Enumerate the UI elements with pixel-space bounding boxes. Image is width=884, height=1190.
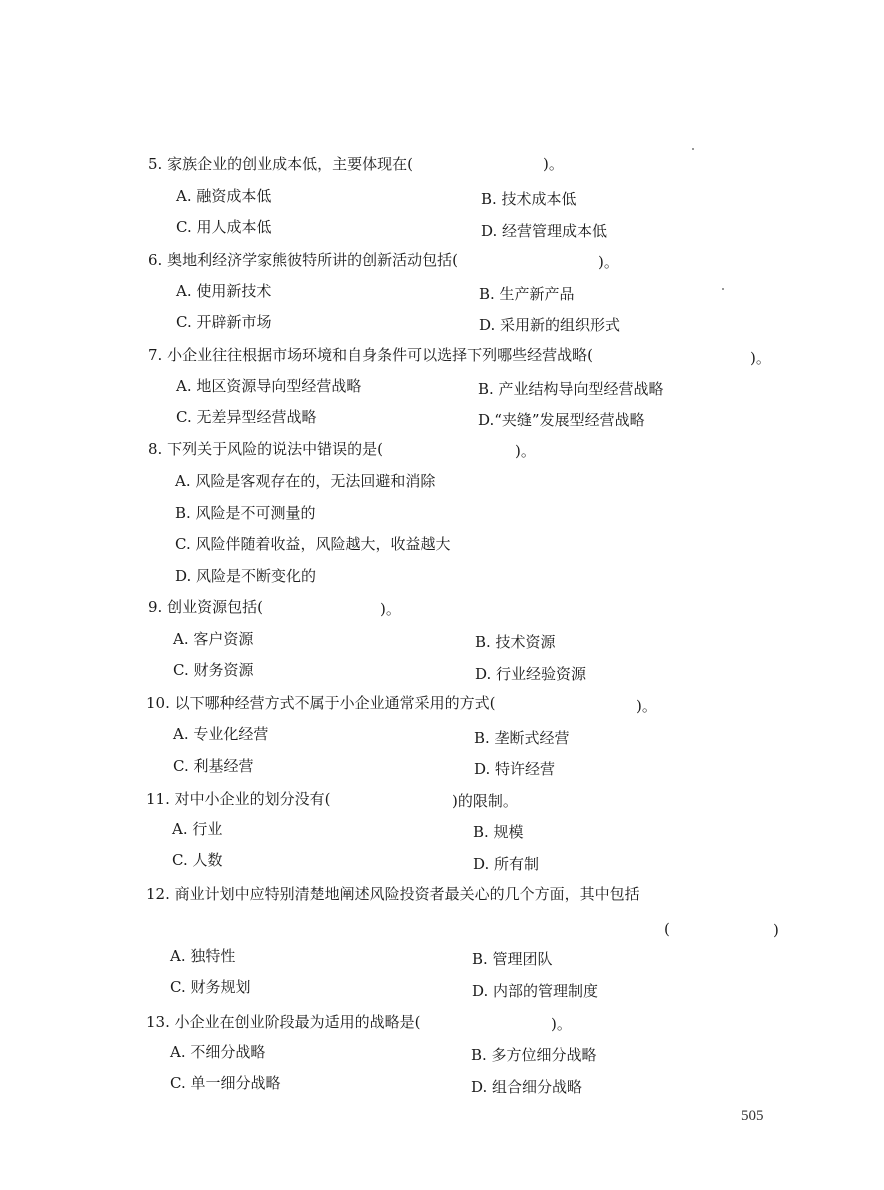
question-10-blank-close: )。 xyxy=(636,697,657,715)
question-12-option-b: B. 管理团队 xyxy=(472,950,553,968)
question-7-option-a: A. 地区资源导向型经营战略 xyxy=(176,377,362,395)
question-10-option-c: C. 利基经营 xyxy=(173,757,254,775)
scan-speck xyxy=(692,148,694,150)
page-number: 505 xyxy=(741,1108,764,1124)
question-6-option-c: C. 开辟新市场 xyxy=(176,313,272,331)
question-13-option-d: D. 组合细分战略 xyxy=(471,1078,583,1096)
question-9-option-a: A. 客户资源 xyxy=(173,630,254,648)
question-13-blank-close: )。 xyxy=(551,1015,572,1033)
question-6-option-a: A. 使用新技术 xyxy=(176,282,272,300)
question-8-option-a: A. 风险是客观存在的，无法回避和消除 xyxy=(175,472,436,490)
question-10-option-b: B. 垄断式经营 xyxy=(474,729,570,747)
question-12-option-c: C. 财务规划 xyxy=(170,978,251,996)
question-6-stem: 6. 奥地利经济学家熊彼特所讲的创新活动包括( xyxy=(148,251,458,269)
question-11-option-c: C. 人数 xyxy=(172,851,223,869)
question-8-option-d: D. 风险是不断变化的 xyxy=(175,567,317,585)
question-12-stem: 12. 商业计划中应特别清楚地阐述风险投资者最关心的几个方面，其中包括 xyxy=(146,885,640,903)
question-12-option-d: D. 内部的管理制度 xyxy=(472,982,599,1000)
question-5-stem: 5. 家族企业的创业成本低，主要体现在( xyxy=(148,155,413,173)
question-6-option-d: D. 采用新的组织形式 xyxy=(479,316,621,334)
question-5-blank-close: )。 xyxy=(543,155,564,173)
question-8-option-b: B. 风险是不可测量的 xyxy=(175,504,316,522)
question-11-blank-close: )的限制。 xyxy=(452,792,518,810)
question-5-option-b: B. 技术成本低 xyxy=(481,190,577,208)
question-12-option-a: A. 独特性 xyxy=(170,947,236,965)
question-10-option-d: D. 特许经营 xyxy=(474,760,556,778)
question-11-option-b: B. 规模 xyxy=(473,823,524,841)
question-12-blank-close: ) xyxy=(773,921,779,939)
question-7-blank-close: )。 xyxy=(750,349,771,367)
question-5-option-c: C. 用人成本低 xyxy=(176,218,272,236)
question-7-option-d: D.“夹缝”发展型经营战略 xyxy=(478,411,645,429)
question-13-option-c: C. 单一细分战略 xyxy=(170,1074,281,1092)
question-11-stem: 11. 对中小企业的划分没有( xyxy=(146,790,331,808)
question-13-option-a: A. 不细分战略 xyxy=(170,1043,266,1061)
question-7-stem: 7. 小企业往往根据市场环境和自身条件可以选择下列哪些经营战略( xyxy=(148,346,593,364)
question-11-option-d: D. 所有制 xyxy=(473,855,540,873)
question-7-option-c: C. 无差异型经营战略 xyxy=(176,408,317,426)
question-8-option-c: C. 风险伴随着收益，风险越大，收益越大 xyxy=(175,535,451,553)
question-12-blank-open: ( xyxy=(664,920,670,938)
question-8-stem: 8. 下列关于风险的说法中错误的是( xyxy=(148,440,383,458)
question-5-option-d: D. 经营管理成本低 xyxy=(481,222,608,240)
question-5-option-a: A. 融资成本低 xyxy=(176,187,272,205)
question-8-blank-close: )。 xyxy=(515,442,536,460)
question-7-option-b: B. 产业结构导向型经营战略 xyxy=(478,380,664,398)
scan-speck xyxy=(722,288,724,290)
question-9-blank-close: )。 xyxy=(380,600,401,618)
question-13-option-b: B. 多方位细分战略 xyxy=(471,1046,597,1064)
question-9-option-b: B. 技术资源 xyxy=(475,633,556,651)
question-9-option-c: C. 财务资源 xyxy=(173,661,254,679)
question-10-stem: 10. 以下哪种经营方式不属于小企业通常采用的方式( xyxy=(146,694,496,712)
question-11-option-a: A. 行业 xyxy=(172,820,223,838)
question-9-stem: 9. 创业资源包括( xyxy=(148,598,263,616)
question-9-option-d: D. 行业经验资源 xyxy=(475,665,587,683)
question-6-option-b: B. 生产新产品 xyxy=(479,285,575,303)
question-6-blank-close: )。 xyxy=(598,253,619,271)
question-13-stem: 13. 小企业在创业阶段最为适用的战略是( xyxy=(146,1013,421,1031)
question-10-option-a: A. 专业化经营 xyxy=(173,725,269,743)
